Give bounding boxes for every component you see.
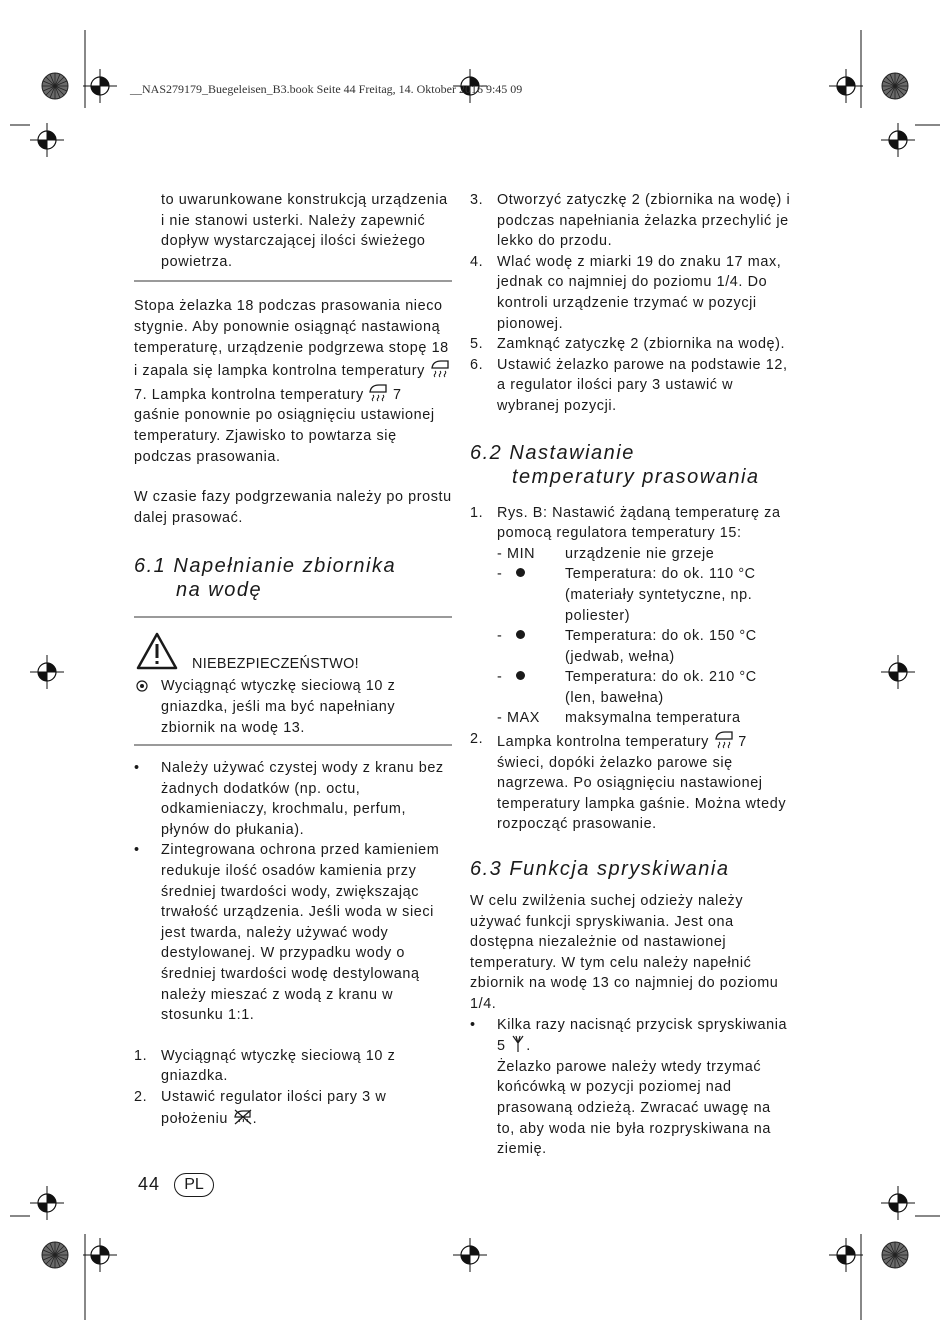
registration-mark-icon: [83, 1238, 117, 1272]
spray-paragraph: W celu zwilżenia suchej odzieży należy używać funkcji spryskiwania. Jest ona dostępna niezależnie od nastawionej temperatury. W tym celu należy napełnić zbiornik na wodę 13 co najmniej do poziomu 1/4.: [470, 893, 779, 1012]
registration-mark-icon: [30, 123, 64, 157]
heating-phase-paragraph: W czasie fazy podgrzewania należy po prostu dalej prasować.: [134, 489, 452, 526]
list-item: - Temperatura: do ok. 210 °C (len, bawełna): [497, 669, 757, 706]
warning-item: Wyciągnąć wtyczkę sieciową 10 z gniazdka, jeśli ma być napełniany zbiornik na wodę 13.: [134, 676, 452, 738]
temperature-dot-icon: [516, 568, 525, 577]
color-wheel-icon: [882, 73, 908, 99]
temperature-steps: [470, 503, 792, 836]
registration-mark-icon: [30, 1186, 64, 1220]
target-bullet-icon: [136, 680, 148, 692]
water-bullets: [134, 758, 452, 1026]
book-file-header: __NAS279179_Buegeleisen_B3.book Seite 44 Freitag, 14. Oktober 2016 9:45 09: [130, 82, 523, 96]
no-steam-icon: [233, 1108, 253, 1126]
registration-mark-icon: [881, 123, 915, 157]
registration-mark-icon: [83, 69, 117, 103]
fill-steps-left: [134, 1046, 452, 1129]
temperature-dot-icon: [516, 671, 525, 680]
temperature-lamp-icon: [430, 358, 450, 378]
list-item: 1. Wyciągnąć wtyczkę sieciową 10 z gniazdka.: [134, 1047, 396, 1085]
registration-mark-icon: [30, 655, 64, 689]
spray-icon: [510, 1035, 526, 1053]
color-wheel-icon: [42, 73, 68, 99]
left-column: [134, 190, 452, 1129]
list-item: • Zintegrowana ochrona przed kamieniem redukuje ilość osadów kamienia przy średniej twardości wody, zwiększając trwałość urządzenia. Jeśli woda w sieci jest twarda, należy używać wody destylowanej. W przypadku wody o średniej twardości wodę destylowaną należy mieszać z wodą z kranu w stosunku 1:1.: [134, 842, 440, 1024]
list-item: 4. Wlać wodę z miarki 19 do znaku 17 max, jednak co najmniej do poziomu 1/4. Do kontroli urządzenie trzymać w pozycji pionowej.: [470, 253, 782, 332]
registration-mark-icon: [881, 655, 915, 689]
right-column: [470, 190, 792, 1160]
page-number: 44: [138, 1174, 161, 1194]
list-item: - Temperatura: do ok. 150 °C (jedwab, wełna): [497, 628, 757, 665]
warning-triangle-icon: [136, 632, 178, 670]
list-item: • Należy używać czystej wody z kranu bez żadnych dodatków (np. octu, odkamieniaczy, krochmalu, perfum, płynów do płukania).: [134, 760, 444, 838]
list-item: 1. Rys. B: Nastawić żądaną temperaturę za pomocą regulatora temperatury 15: - MIN urządzenie nie grzeje - Temperatura: do ok. 110 °C (materiały syntetyczne, np. poliester) - Temperatura: do ok. 150 °C (jedwab, wełna) - Temperatura: do ok. 210 °C (len, bawełna) - MAX maksymalna temperatura: [470, 503, 792, 730]
registration-mark-icon: [881, 1186, 915, 1220]
list-item: - MIN urządzenie nie grzeje: [497, 545, 715, 562]
language-badge: PL: [174, 1173, 214, 1197]
section-6-3-heading: 6.3 Funkcja spryskiwania: [470, 858, 730, 881]
section-6-2-heading: 6.2 Nastawianie temperatury prasowania: [470, 441, 760, 488]
intro-paragraph: to uwarunkowane konstrukcją urządzenia i nie stanowi usterki. Należy zapewnić dopływ wystarczającej ilości świeżego powietrza.: [161, 192, 448, 270]
list-item: • Kilka razy nacisnąć przycisk spryskiwania 5 . Żelazko parowe należy wtedy trzymać końcówką w pozycji poziomej nad prasowaną odzieżą. Zwracać uwagę na to, aby woda nie była rozpryskiwana na ziemię.: [470, 1016, 788, 1158]
temperature-settings-list: [497, 544, 792, 729]
fill-steps-right: [470, 190, 792, 417]
list-item: 6. Ustawić żelazko parowe na podstawie 12, a regulator ilości pary 3 ustawić w wybranej pozycji.: [470, 356, 788, 414]
list-item: - MAX maksymalna temperatura: [497, 710, 741, 727]
registration-mark-icon: [829, 1238, 863, 1272]
list-item: 5. Zamknąć zatyczkę 2 (zbiornika na wodę).: [470, 336, 786, 353]
registration-mark-icon: [829, 69, 863, 103]
warning-title: NIEBEZPIECZEŃSTWO!: [192, 656, 359, 673]
color-wheel-icon: [42, 1242, 68, 1268]
list-item: 2. Ustawić regulator ilości pary 3 w położeniu .: [134, 1089, 387, 1127]
section-6-1-heading: 6.1 Napełnianie zbiornika na wodę: [134, 555, 397, 602]
list-item: 2. Lampka kontrolna temperatury 7 świeci, dopóki żelazko parowe się nagrzewa. Po osiągnięciu nastawionej temperatury lampka gaśnie. Można wtedy rozpocząć prasowanie.: [470, 731, 787, 833]
list-item: 3. Otworzyć zatyczkę 2 (zbiornika na wodę) i podczas napełniania żelazka przechylić je lekko do przodu.: [470, 192, 791, 250]
spray-bullets: [470, 1015, 792, 1160]
temperature-dot-icon: [516, 630, 525, 639]
list-item: - Temperatura: do ok. 110 °C (materiały syntetyczne, np. poliester): [497, 566, 756, 624]
registration-mark-icon: [453, 1238, 487, 1272]
warning-header: [134, 632, 452, 676]
color-wheel-icon: [882, 1242, 908, 1268]
temperature-lamp-icon: [714, 729, 734, 749]
soleplate-paragraph: Stopa żelazka 18 podczas prasowania nieco stygnie. Aby ponownie osiągnąć nastawioną temperaturę, urządzenie podgrzewa stopę 18 i zapala się lampka kontrolna temperatury 7. Lampka kontrolna temperatury 7 gaśnie ponownie po osiągnięciu ustawionej temperatury. Zjawisko to powtarza się podczas prasowania.: [134, 298, 449, 465]
temperature-lamp-icon: [368, 382, 388, 402]
